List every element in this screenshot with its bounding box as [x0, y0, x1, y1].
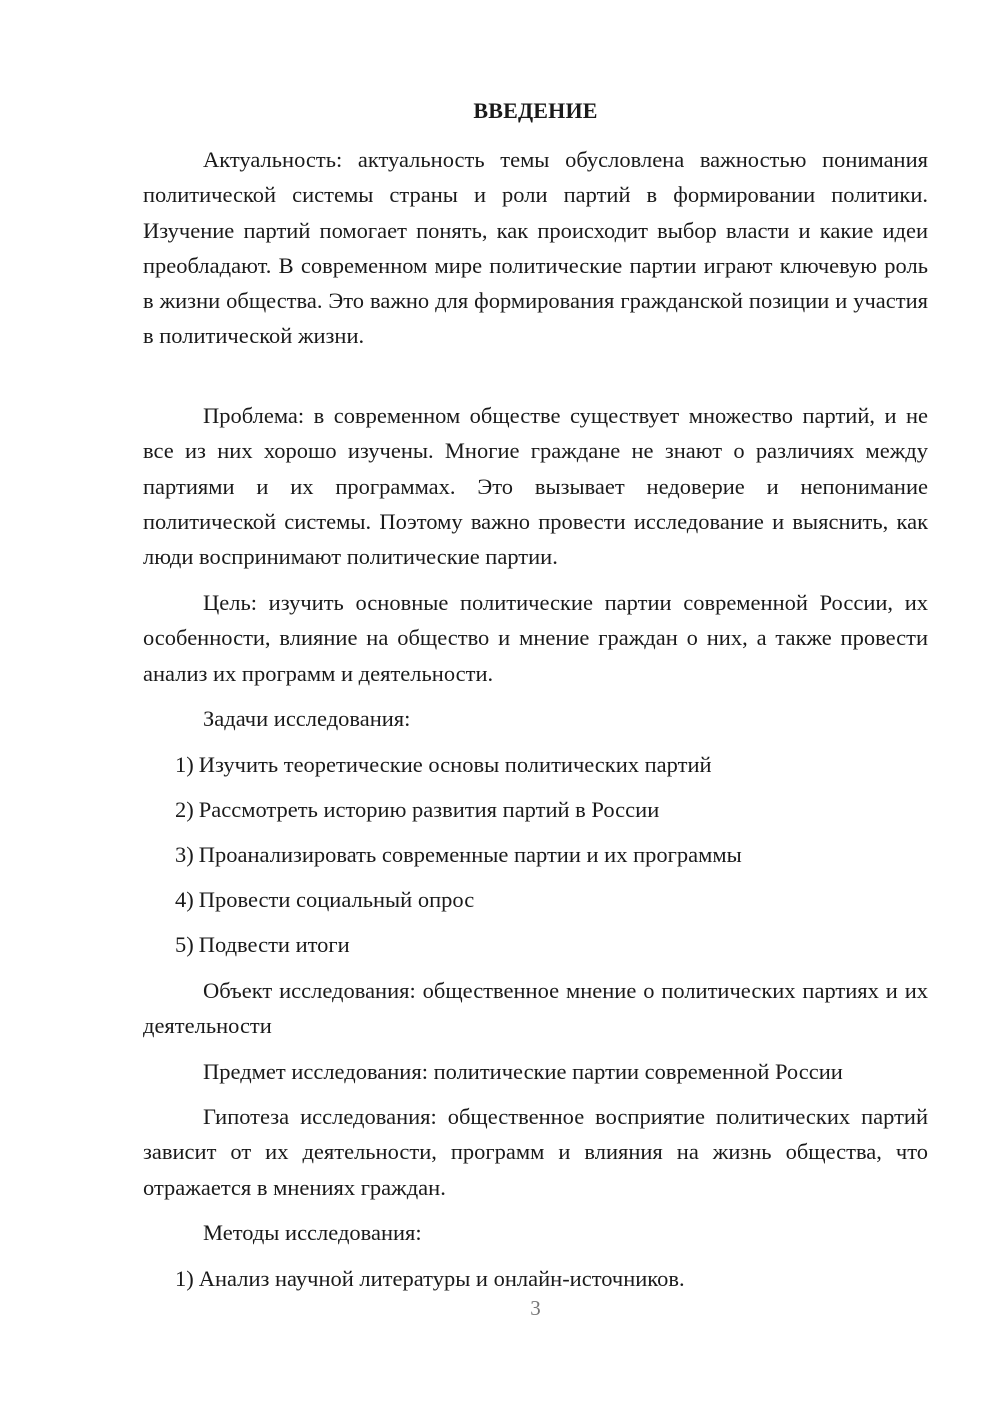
section-heading: ВВЕДЕНИЕ — [473, 98, 598, 123]
list-item: 1) Анализ научной литературы и онлайн-источников. — [175, 1266, 685, 1291]
methods-title: Методы исследования: — [203, 1220, 422, 1245]
list-item: 5) Подвести итоги — [175, 932, 350, 957]
hypothesis-paragraph: Гипотеза исследования: общественное восприятие политических партий зависит от их деятельности, программ и влияния на жизнь общества, что отражается в мнениях граждан. — [143, 1104, 928, 1200]
subject-paragraph: Предмет исследования: политические партии современной России — [203, 1059, 843, 1084]
object-paragraph: Объект исследования: общественное мнение о политических партиях и их деятельности — [143, 978, 928, 1039]
problem-paragraph: Проблема: в современном обществе существует множество партий, и не все из них хорошо изучены. Многие граждане не знают о различиях между партиями и их программах. Это вызывает недоверие и непонимание политической системы. Поэтому важно провести исследование и выяснить, как люди воспринимают политические партии. — [143, 403, 928, 570]
list-item: 3) Проанализировать современные партии и их программы — [175, 842, 742, 867]
page-number: 3 — [530, 1296, 541, 1320]
list-item: 1) Изучить теоретические основы политических партий — [175, 752, 712, 777]
goal-paragraph: Цель: изучить основные политические партии современной России, их особенности, влияние на общество и мнение граждан о них, а также провести анализ их программ и деятельности. — [143, 590, 928, 686]
list-item: 2) Рассмотреть историю развития партий в России — [175, 797, 660, 822]
tasks-title: Задачи исследования: — [203, 706, 411, 731]
relevance-paragraph: Актуальность: актуальность темы обусловлена важностью понимания политической системы страны и роли партий в формировании политики. Изучение партий помогает понять, как происходит выбор власти и какие идеи преобладают. В современном мире политические партии играют ключевую роль в жизни общества. Это важно для формирования гражданской позиции и участия в политической жизни. — [143, 147, 928, 349]
list-item: 4) Провести социальный опрос — [175, 887, 475, 912]
